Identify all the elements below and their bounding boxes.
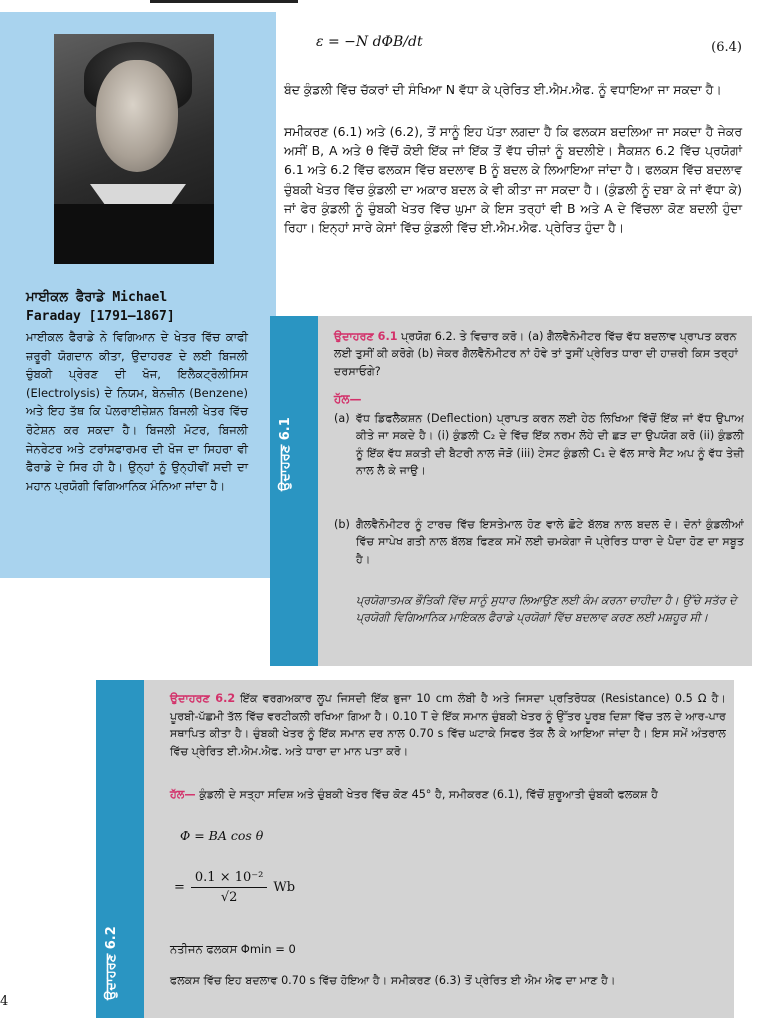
bio-title <box>26 288 248 326</box>
example-6-1-vertical-label: ਉਦਾਹਰਣ 6.1 <box>278 417 293 491</box>
biography-sidebar <box>0 12 276 578</box>
example-6-1-part-a <box>334 410 744 480</box>
example-6-1-solution-label: ਹੱਲ— <box>334 392 362 406</box>
flux-equation: Φ = BA cos θ <box>180 828 264 843</box>
example-6-2-box <box>144 680 734 1018</box>
portrait-face <box>96 60 178 172</box>
equation-formula: ε = −N dΦB/dt <box>316 34 423 50</box>
bio-title-line-2: Faraday [1791–1867] <box>26 309 175 324</box>
example-6-1-sidebar <box>270 316 318 666</box>
paragraph-2: ਸਮੀਕਰਣ (6.1) ਅਤੇ (6.2), ਤੋਂ ਸਾਨੂੰ ਇਹ ਪੱਤਾ ਲਗਦਾ ਹੈ ਕਿ ਫਲਕਸ ਬਦਲਿਆ ਜਾ ਸਕਦਾ ਹੈ ਜੇਕਰ ਅਸੀਂ B, A ਅਤੇ θ ਵਿੱਚੋਂ ਕੋਈ ਇੱਕ ਜਾਂ ਇੱਕ ਤੋਂ ਵੱਧ ਚੀਜ਼ਾਂ ਨੂੰ ਬਦਲੀਏ। ਸੈਕਸ਼ਨ 6.2 ਵਿੱਚ ਪ੍ਰਯੋਗਾਂ 6.1 ਅਤੇ 6.2 ਵਿੱਚ ਫਲਕਸ ਵਿੱਚ ਬਦਲਾਵ B ਨੂੰ ਬਦਲ ਕੇ ਲਿਆਇਆ ਜਾਂਦਾ ਹੈ। ਫਲਕਸ ਵਿੱਚ ਬਦਲਾਵ ਚੁੰਬਕੀ ਖੇਤਰ ਵਿੱਚ ਕੁੰਡਲੀ ਦਾ ਅਕਾਰ ਬਦਲ ਕੇ ਵੀ ਕੀਤਾ ਜਾ ਸਕਦਾ ਹੈ। (ਕੁੰਡਲੀ ਨੂੰ ਦਬਾ ਕੇ ਜਾਂ ਵੱਧਾ ਕੇ) ਜਾਂ ਫੇਰ ਕੁੰਡਲੀ ਨੂੰ ਚੁੰਬਕੀ ਖੇਤਰ ਵਿੱਚ ਘੁਮਾ ਕੇ ਇਸ ਤਰ੍ਹਾਂ ਵੀ B ਅਤੇ A ਦੇ ਵਿੱਚਲਾ ਕੋਣ ਬਦਲੀ ਹੁੰਦਾ ਰਿਹਾ। ਇਨ੍ਹਾਂ ਸਾਰੇ ਕੇਸਾਂ ਵਿੱਚ ਕੁੰਡਲੀ ਵਿੱਚ ਈ.ਐਮ.ਐਫ. ਪ੍ਰੇਰਿਤ ਹੁੰਦਾ ਹੈ। <box>284 124 742 236</box>
example-6-2-question <box>170 690 726 760</box>
example-6-1-label: ਉਦਾਹਰਣ 6.1 <box>334 330 398 343</box>
fraction-unit: Wb <box>273 880 296 895</box>
equation-number: (6.4) <box>711 40 742 55</box>
example-6-2-solution-label: ਹੱਲ— <box>170 788 196 801</box>
example-6-2-label: ਉਦਾਹਰਣ 6.2 <box>170 692 236 705</box>
bio-title-line-1: ਮਾਈਕਲ ਫੈਰਾਡੇ Michael <box>26 290 168 305</box>
example-6-1-note: ਪ੍ਰਯੋਗਾਤਮਕ ਭੌਤਿਕੀ ਵਿੱਚ ਸਾਨੂੰ ਸੁਧਾਰ ਲਿਆਉਣ ਲਈ ਕੰਮ ਕਰਨਾ ਚਾਹੀਦਾ ਹੈ। ਉੱਚੇ ਸਤੱਰ ਦੇ ਪ੍ਰਯੋਗੀ ਵਿਗਿਆਨਿਕ ਮਾਇਕਲ ਫੈਰਾਡੇ ਪ੍ਰਯੋਗਾਂ ਵਿੱਚ ਬਦਲਾਵ ਕਰਣ ਲਈ ਮਸ਼ਹੂਰ ਸੀ। <box>356 594 737 625</box>
example-6-2-question-text: ਇੱਕ ਵਰਗਅਕਾਰ ਲੂਪ ਜਿਸਦੀ ਇੱਕ ਭੁਜਾ 10 cm ਲੰਬੀ ਹੈ ਅਤੇ ਜਿਸਦਾ ਪ੍ਰਤਿਰੋਧਕ (Resistance) 0.5 Ω ਹੈ। ਪੂਰਬੀ-ਪੱਛਮੀ ਤੱਲ ਵਿੱਚ ਵਰਟੀਕਲੀ ਰਖਿਆ ਗਿਆ ਹੈ। 0.10 T ਦੇ ਇੱਕ ਸਮਾਨ ਚੁੰਬਕੀ ਖੇਤਰ ਨੂੰ ਉੱਤਰ ਪੂਰਬ ਦਿਸ਼ਾ ਵਿੱਚ ਤਲ ਦੇ ਆਰ-ਪਾਰ ਸਥਾਪਿਤ ਕੀਤਾ ਹੈ। ਚੁੰਬਕੀ ਖੇਤਰ ਨੂੰ ਇੱਕ ਸਮਾਨ ਦਰ ਨਾਲ 0.70 s ਵਿੱਚ ਘਟਾਕੇ ਸਿਫਰ ਤੱਕ ਲੈ ਕੇ ਆਇਆ ਜਾਂਦਾ ਹੈ। ਇਸ ਸਮੇਂ ਅੰਤਰਾਲ ਵਿੱਚ ਪ੍ਰੇਰਿਤ ਈ.ਐਮ.ਐਫ. ਅਤੇ ਧਾਰਾ ਦਾ ਮਾਨ ਪਤਾ ਕਰੋ। <box>170 692 727 758</box>
example-6-2-vertical-label: ਉਦਾਹਰਣ 6.2 <box>104 926 119 1000</box>
example-6-2-solution-text: ਕੁੰਡਲੀ ਦੇ ਸਤ੍ਹਾ ਸਦਿਸ਼ ਅਤੇ ਚੁੰਬਕੀ ਖੇਤਰ ਵਿੱਚ ਕੋਣ 45° ਹੈ, ਸਮੀਕਰਣ (6.1), ਵਿੱਚੋਂ ਸ਼ੁਰੂਆਤੀ ਚੁੰਬਕੀ ਫਲਕਸ਼ ਹੈ <box>199 788 658 801</box>
part-a-mark: (a) <box>334 412 350 425</box>
page-number: 4 <box>0 994 9 1009</box>
faraday-portrait <box>54 34 214 264</box>
example-6-1-question <box>334 328 744 380</box>
example-6-2-solution <box>170 786 726 804</box>
example-6-1-part-b <box>334 516 744 568</box>
part-b-mark: (b) <box>334 518 350 531</box>
example-6-2-final: ਫਲਕਸ ਵਿੱਚ ਇਹ ਬਦਲਾਵ 0.70 s ਵਿੱਚ ਹੋਇਆ ਹੈ। ਸਮੀਕਰਣ (6.3) ਤੋਂ ਪ੍ਰੇਰਿਤ ਈ ਐਮ ਐਫ ਦਾ ਮਾਣ ਹੈ। <box>170 974 616 987</box>
equation-6-4 <box>316 32 746 60</box>
fraction-denominator: √2 <box>220 890 238 905</box>
flux-fraction <box>174 870 295 905</box>
paragraph-1: ਬੰਦ ਕੁੰਡਲੀ ਵਿੱਚ ਚੱਕਰਾਂ ਦੀ ਸੰਖਿਆ N ਵੱਧਾ ਕੇ ਪ੍ਰੇਰਿਤ ਈ.ਐਮ.ਐਫ. ਨੂੰ ਵਧਾਇਆ ਜਾ ਸਕਦਾ ਹੈ। <box>284 82 722 97</box>
example-6-1-box <box>318 316 752 666</box>
example-6-1-question-text: ਪ੍ਰਯੋਗ 6.2. ਤੇ ਵਿਚਾਰ ਕਰੋ। (a) ਗੈਲਵੈਨੋਮੀਟਰ ਵਿੱਚ ਵੱਧ ਬਦਲਾਵ ਪ੍ਰਾਪਤ ਕਰਨ ਲਈ ਤੁਸੀਂ ਕੀ ਕਰੋਗੇ (b) ਜੇਕਰ ਗੈਲਵੈਨੋਮੀਟਰ ਨਾਂ ਹੋਵੇ ਤਾਂ ਤੁਸੀਂ ਪ੍ਰੇਰਿਤ ਧਾਰਾ ਦੀ ਹਾਜ਼ਰੀ ਕਿਸ ਤਰ੍ਹਾਂ ਦਰਸਾਓਗੇ? <box>334 330 738 378</box>
portrait-coat <box>54 204 214 264</box>
bio-text: ਮਾਈਕਲ ਫੈਰਾਡੇ ਨੇ ਵਿਗਿਆਨ ਦੇ ਖੇਤਰ ਵਿੱਚ ਕਾਫੀ ਜ਼ਰੂਰੀ ਯੋਗਦਾਨ ਕੀਤਾ, ਉਦਾਹਰਣ ਦੇ ਲਈ ਬਿਜਲੀ ਚੁੰਬਕੀ ਪ੍ਰੇਰਣ ਦੀ ਖੋਜ, ਇਲੈਕਟ੍ਰੋਲੀਸਿਸ (Electrolysis) ਦੇ ਨਿਯਮ, ਬੇਨਜ਼ੀਨ (Benzene) ਅਤੇ ਇਹ ਤੱਥ ਕਿ ਪੋਲਰਾਈਜ਼ੇਸ਼ਨ ਬਿਜਲੀ ਖੇਤਰ ਵਿੱਚ ਰੋਟੇਸ਼ਨ ਕਰ ਸਕਦਾ ਹੈ। ਬਿਜਲੀ ਮੋਟਰ, ਬਿਜਲੀ ਜੇਨਰੇਟਰ ਅਤੇ ਟਰਾਂਸਫਾਰਮਰ ਦੀ ਖੋਜ ਦਾ ਸਿਹਰਾ ਵੀ ਫੈਰਾਡੇ ਦੇ ਸਿਰ ਹੀ ਹੈ। ਉਨ੍ਹਾਂ ਨੂੰ ਉਨ੍ਹੀਵੀਂ ਸਦੀ ਦਾ ਮਹਾਨ ਪ੍ਰਯੋਗੀ ਵਿਗਿਆਨਿਕ ਮੰਨਿਆ ਜਾਂਦਾ ਹੈ। <box>26 330 248 493</box>
example-6-2-sidebar <box>96 680 144 1018</box>
fraction-equals: = <box>174 880 185 895</box>
part-b-text: ਗੈਲਵੈਨੋਮੀਟਰ ਨੂੰ ਟਾਰਚ ਵਿੱਚ ਇਸਤੇਮਾਲ ਹੋਣ ਵਾਲੇ ਛੋਟੇ ਬੱਲਬ ਨਾਲ ਬਦਲ ਦੋ। ਦੋਨਾਂ ਕੁੰਡਲੀਆਂ ਵਿੱਚ ਸਾਪੇਖ ਗਤੀ ਨਾਲ ਬੱਲਬ ਫਿਣਕ ਸਮੇਂ ਲਈ ਚਮਕੇਗਾ ਜੋ ਪ੍ਰੇਰਿਤ ਧਾਰਾ ਦੇ ਪੈਦਾ ਹੋਣ ਦਾ ਸਬੂਤ ਹੈ। <box>356 518 744 566</box>
fraction-numerator: 0.1 × 10⁻² <box>191 870 267 888</box>
top-rule <box>150 0 298 3</box>
part-a-text: ਵੱਧ ਡਿਫਲੈਕਸ਼ਨ (Deflection) ਪ੍ਰਾਪਤ ਕਰਨ ਲਈ ਹੇਠ ਲਿਖਿਆ ਵਿੱਚੋਂ ਇੱਕ ਜਾਂ ਵੱਧ ਉਪਾਅ ਕੀਤੇ ਜਾ ਸਕਦੇ ਹੈ। (i) ਕੁੰਡਲੀ C₂ ਦੇ ਵਿੱਚ ਇੱਕ ਨਰਮ ਲੋਹੇ ਦੀ ਛੜ ਦਾ ਉਪਯੋਗ ਕਰੋ (ii) ਕੁੰਡਲੀ ਨੂੰ ਇੱਕ ਵੱਧ ਸ਼ਕਤੀ ਦੀ ਬੈਟਰੀ ਨਾਲ ਜੋੜੋ (iii) ਟੇਸਟ ਕੁੰਡਲੀ C₁ ਦੇ ਵੱਲ ਸਾਰੇ ਸੈਟ ਅਪ ਨੂੰ ਵੱਧ ਤੇਜ਼ੀ ਨਾਲ ਲੈ ਕੇ ਜਾਉ। <box>356 412 744 478</box>
fraction <box>191 870 267 905</box>
final-flux: ਨਤੀਜਨ ਫਲਕਸ Φmin = 0 <box>170 942 296 956</box>
